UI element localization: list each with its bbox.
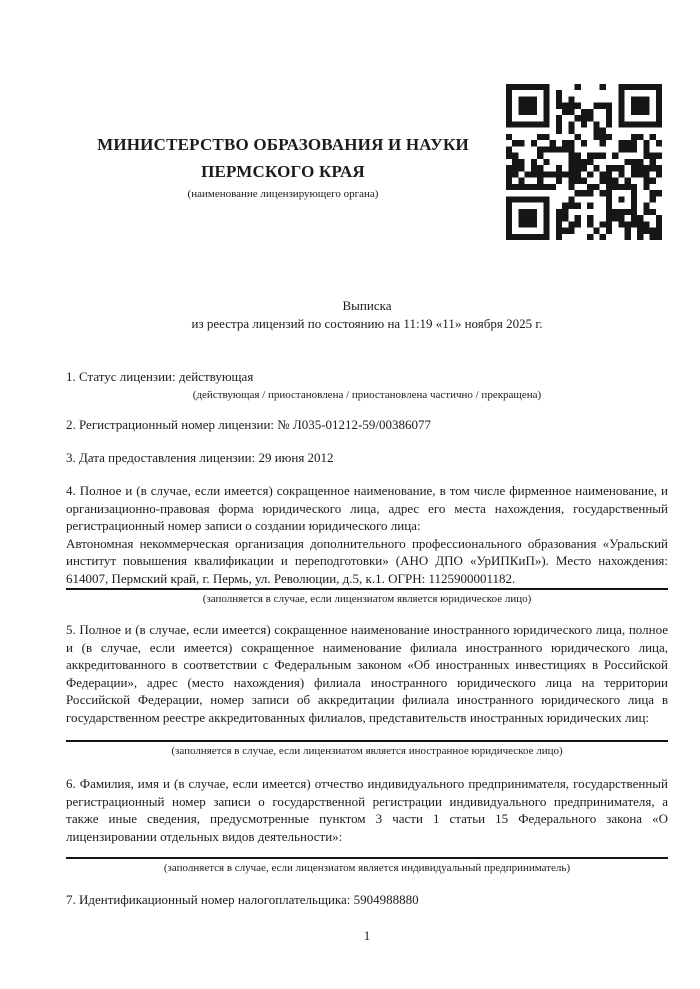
item-2-registration-number [66, 416, 668, 434]
ministry-name [60, 131, 506, 185]
taxpayer-number-text: 7. Идентификационный номер налогоплательщика: 5904988880 [66, 892, 419, 907]
item-5-foreign-legal-entity [66, 621, 668, 758]
page-number: 1 [363, 928, 371, 943]
legal-entity-caption: (заполняется в случае, если лицензиатом является юридическое лицо) [202, 593, 532, 605]
foreign-entity-fill-line [66, 740, 668, 742]
item-6-individual-entrepreneur [66, 775, 668, 875]
entrepreneur-fill-line [66, 857, 668, 859]
license-status-options-caption: (действующая / приостановлена / приостановлена частично / прекращена) [192, 388, 542, 401]
ministry-name-line1: МИНИСТЕРСТВО ОБРАЗОВАНИЯ И НАУКИ [97, 135, 469, 154]
legal-entity-fill-line [66, 588, 668, 590]
item-1-license-status [66, 368, 668, 402]
license-grant-date-text: 3. Дата предоставления лицензии: 29 июня 2012 [66, 450, 334, 465]
item-4-legal-entity [66, 482, 668, 606]
entrepreneur-caption: (заполняется в случае, если лицензиатом является индивидуальный предприниматель) [163, 862, 571, 874]
document-title [66, 297, 668, 333]
document-header [60, 131, 506, 201]
licensing-authority-caption: (наименование лицензирующего органа) [187, 188, 379, 200]
item-3-license-grant-date [66, 449, 668, 467]
foreign-entity-label: 5. Полное и (в случае, если имеется) сокращенное наименование иностранного юридического лица, полное и (в случае, если имеется) сокращенное наименование филиала иностранного юридического лица, аккредитованного в соответствии с Федеральным законом «Об иностранных инвестициях в Российской Федерации», адрес (место нахождения) филиала иностранного юридического лица на территории Российской Федерации, номер записи об аккредитации филиала иностранного юридического лица в государственном реестре аккредитованных филиалов, представительств иностранных юридических лиц: [66, 622, 668, 725]
legal-entity-value: Автономная некоммерческая организация дополнительного профессионального образования «Уральский институт повышения квалификации и переподготовки» (АНО ДПО «УрИПКиП»). Место нахождения: 614007, Пермский край, г. Пермь, ул. Революции, д.5, к.1. ОГРН: 1125900001182. [66, 535, 668, 586]
registration-number-text: 2. Регистрационный номер лицензии: № Л035-01212-59/00386077 [66, 417, 432, 432]
item-7-taxpayer-number [66, 891, 668, 909]
license-status-text: 1. Статус лицензии: действующая [66, 369, 254, 384]
title-line2: из реестра лицензий по состоянию на 11:19 «11» ноября 2025 г. [191, 316, 543, 331]
entrepreneur-label: 6. Фамилия, имя и (в случае, если имеется) отчество индивидуального предпринимателя, государственный регистрационный номер записи о государственной регистрации индивидуального предпринимателя, а также иные сведения, предусмотренные пунктом 3 части 1 статьи 15 Федерального закона «О лицензировании отдельных видов деятельности»: [66, 776, 668, 844]
ministry-name-line2: ПЕРМСКОГО КРАЯ [201, 162, 365, 181]
qr-code [506, 84, 662, 240]
foreign-entity-caption: (заполняется в случае, если лицензиатом является иностранное юридическое лицо) [171, 745, 563, 757]
title-line1: Выписка [342, 298, 392, 313]
legal-entity-label: 4. Полное и (в случае, если имеется) сокращенное наименование, в том числе фирменное наименование, и организационно-правовая форма юридического лица, адрес его места нахождения, государственный регистрационный номер записи о создании юридического лица: [66, 483, 668, 533]
